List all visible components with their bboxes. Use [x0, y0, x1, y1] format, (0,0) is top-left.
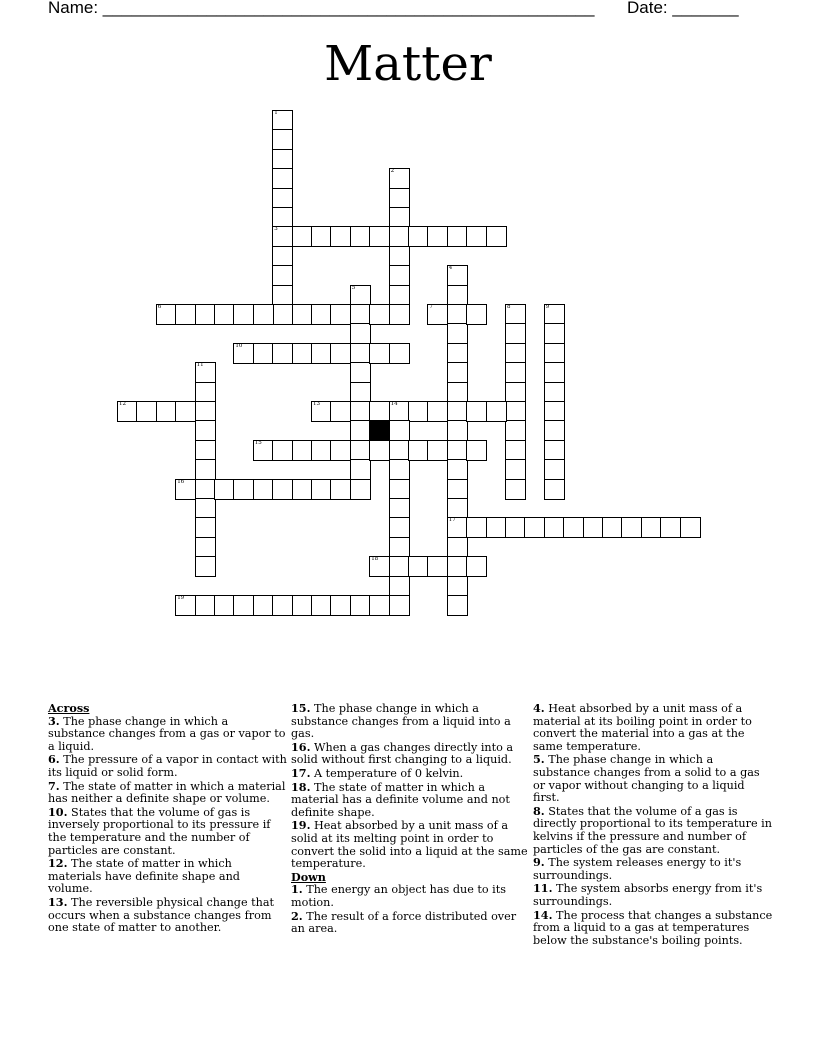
crossword-cell[interactable]: [369, 595, 390, 616]
blocked-cell: [369, 420, 390, 441]
crossword-cell[interactable]: [330, 226, 351, 247]
crossword-cell[interactable]: [389, 285, 410, 306]
crossword-cell[interactable]: [544, 401, 565, 422]
crossword-cell[interactable]: [350, 285, 371, 306]
crossword-cell[interactable]: [272, 304, 293, 325]
clue-down-14: 14. The process that changes a substance from a liquid to a gas at temperatures below the substance's boiling points.: [533, 907, 773, 947]
crossword-cell[interactable]: [660, 517, 681, 538]
crossword-cell[interactable]: [272, 129, 293, 150]
crossword-cell[interactable]: [544, 420, 565, 441]
crossword-cell[interactable]: [311, 401, 332, 422]
crossword-cell[interactable]: [621, 517, 642, 538]
crossword-cell[interactable]: [389, 265, 410, 286]
crossword-cell[interactable]: [272, 188, 293, 209]
clue-down-8: 8. States that the volume of a gas is directly proportional to its temperature in kelvins if the pressure and number of particles of the gas are constant.: [533, 803, 772, 856]
down-heading: Down: [291, 869, 326, 884]
crossword-cell[interactable]: [195, 459, 216, 480]
crossword-cell[interactable]: [195, 420, 216, 441]
crossword-cell[interactable]: [292, 304, 313, 325]
crossword-cell[interactable]: [389, 517, 410, 538]
crossword-cell[interactable]: [505, 517, 526, 538]
clue-number: 16: [177, 478, 185, 485]
crossword-cell[interactable]: [272, 207, 293, 228]
clue-column-2: [291, 702, 531, 936]
clue-across-12: 12. The state of matter in which materials have definite shape and volume.: [48, 856, 240, 896]
crossword-cell[interactable]: [350, 382, 371, 403]
crossword-cell[interactable]: [253, 343, 274, 364]
crossword-cell[interactable]: [389, 226, 410, 247]
crossword-cell[interactable]: [350, 304, 371, 325]
crossword-cell[interactable]: [505, 382, 526, 403]
crossword-cell[interactable]: [505, 420, 526, 441]
clue-across-15: 15. The phase change in which a substance changes from a liquid into a gas.: [291, 701, 511, 741]
crossword-cell[interactable]: [505, 479, 526, 500]
crossword-cell[interactable]: [369, 304, 390, 325]
crossword-cell[interactable]: [272, 246, 293, 267]
crossword-cell[interactable]: [330, 343, 351, 364]
crossword-cell[interactable]: [389, 440, 410, 461]
crossword-cell[interactable]: [330, 440, 351, 461]
crossword-cell[interactable]: [156, 304, 177, 325]
crossword-cell[interactable]: [350, 420, 371, 441]
clue-across-7: 7. The state of matter in which a material has neither a definite shape or volume.: [48, 778, 286, 806]
crossword-cell[interactable]: [369, 226, 390, 247]
crossword-cell[interactable]: [389, 420, 410, 441]
crossword-cell[interactable]: [253, 479, 274, 500]
crossword-cell[interactable]: [272, 110, 293, 131]
crossword-cell[interactable]: [175, 401, 196, 422]
crossword-cell[interactable]: [292, 343, 313, 364]
crossword-cell[interactable]: [466, 401, 487, 422]
crossword-cell[interactable]: [350, 479, 371, 500]
crossword-cell[interactable]: [544, 459, 565, 480]
crossword-cell[interactable]: [350, 459, 371, 480]
clue-number: 4: [448, 265, 453, 272]
clue-number: 2: [390, 168, 395, 175]
clue-number: 15: [254, 439, 262, 446]
crossword-cell[interactable]: [389, 595, 410, 616]
crossword-cell[interactable]: [544, 362, 565, 383]
crossword-cell[interactable]: [272, 479, 293, 500]
crossword-cell[interactable]: [544, 440, 565, 461]
crossword-cell[interactable]: [583, 517, 604, 538]
clue-down-1: 1. The energy an object has due to its motion.: [291, 882, 506, 909]
clue-number: 8: [507, 304, 511, 310]
crossword-cell[interactable]: [466, 226, 487, 247]
crossword-cell[interactable]: [253, 304, 274, 325]
crossword-cell[interactable]: [466, 440, 487, 461]
page-title: Matter: [324, 36, 492, 92]
crossword-cell[interactable]: [486, 226, 507, 247]
crossword-cell[interactable]: [233, 304, 254, 325]
crossword-cell[interactable]: [447, 343, 468, 364]
crossword-cell[interactable]: [505, 459, 526, 480]
clue-number: 3: [274, 226, 278, 233]
crossword-cell[interactable]: [389, 459, 410, 480]
crossword-cell[interactable]: [292, 479, 313, 500]
crossword-cell[interactable]: [330, 479, 351, 500]
crossword-cell[interactable]: [311, 440, 332, 461]
crossword-cell[interactable]: [505, 343, 526, 364]
crossword-cell[interactable]: [195, 517, 216, 538]
crossword-cell[interactable]: [350, 595, 371, 616]
crossword-cell[interactable]: [427, 440, 448, 461]
crossword-cell[interactable]: [680, 517, 701, 538]
crossword-cell[interactable]: [447, 420, 468, 441]
crossword-cell[interactable]: [389, 401, 410, 422]
crossword-cell[interactable]: [195, 479, 216, 500]
clue-number: 1: [274, 110, 278, 116]
clue-across-16: 16. When a gas changes directly into a solid without first changing to a liquid.: [291, 739, 514, 767]
crossword-cell[interactable]: [427, 401, 448, 422]
crossword-cell[interactable]: [389, 556, 410, 577]
crossword-cell[interactable]: [311, 479, 332, 500]
name-field[interactable]: Name: ____________________________________________________: [48, 0, 595, 17]
crossword-cell[interactable]: [195, 304, 216, 325]
crossword-cell[interactable]: [350, 440, 371, 461]
crossword-cell[interactable]: [389, 343, 410, 364]
crossword-cell[interactable]: [505, 304, 526, 325]
crossword-cell[interactable]: [195, 498, 216, 519]
crossword-cell[interactable]: [447, 440, 468, 461]
clue-number: 12: [119, 401, 126, 407]
crossword-cell[interactable]: [214, 304, 235, 325]
crossword-cell[interactable]: [311, 226, 332, 247]
clue-column-1: [48, 702, 288, 935]
date-field[interactable]: Date: _______: [627, 0, 739, 17]
crossword-cell[interactable]: [272, 265, 293, 286]
clue-number: 9: [545, 304, 550, 310]
crossword-cell[interactable]: [563, 517, 584, 538]
crossword-cell[interactable]: [505, 440, 526, 461]
crossword-cell[interactable]: [544, 304, 565, 325]
crossword-cell[interactable]: [505, 323, 526, 344]
clue-column-3: [533, 702, 773, 947]
crossword-cell[interactable]: [466, 517, 487, 538]
crossword-cell[interactable]: [544, 517, 565, 538]
crossword-cell[interactable]: [447, 556, 468, 577]
crossword-cell[interactable]: [195, 440, 216, 461]
crossword-cell[interactable]: [195, 537, 216, 558]
crossword-cell[interactable]: [544, 382, 565, 403]
crossword-cell[interactable]: [195, 556, 216, 577]
crossword-cell[interactable]: [195, 401, 216, 422]
crossword-cell[interactable]: [272, 285, 293, 306]
clue-number: 14: [390, 401, 398, 407]
crossword-cell[interactable]: [466, 304, 487, 325]
crossword-cell[interactable]: [544, 343, 565, 364]
crossword-cell[interactable]: [641, 517, 662, 538]
clue-across-18: 18. The state of matter in which a material has a definite volume and not definite shape.: [291, 779, 510, 819]
crossword-cell[interactable]: [447, 401, 468, 422]
crossword-cell[interactable]: [272, 343, 293, 364]
crossword-cell[interactable]: [389, 576, 410, 597]
crossword-cell[interactable]: [389, 207, 410, 228]
crossword-cell[interactable]: [175, 595, 196, 616]
clue-across-17: 17. A temperature of 0 kelvin.: [291, 765, 464, 780]
crossword-cell[interactable]: [195, 362, 216, 383]
crossword-cell[interactable]: [272, 149, 293, 170]
across-heading: Across: [48, 701, 90, 715]
crossword-cell[interactable]: [389, 168, 410, 189]
crossword-cell[interactable]: [214, 595, 235, 616]
crossword-cell[interactable]: [544, 323, 565, 344]
crossword-cell[interactable]: [330, 304, 351, 325]
clue-across-13: 13. The reversible physical change that occurs when a substance changes from one state of matter to another.: [48, 894, 274, 935]
crossword-cell[interactable]: [505, 362, 526, 383]
crossword-cell[interactable]: [447, 323, 468, 344]
crossword-cell[interactable]: [330, 595, 351, 616]
crossword-cell[interactable]: [408, 401, 429, 422]
clue-down-5: 5. The phase change in which a substance changes from a solid to a gas or vapor without changing to a liquid first.: [533, 752, 760, 805]
crossword-cell[interactable]: [272, 440, 293, 461]
crossword-cell[interactable]: [369, 401, 390, 422]
crossword-cell[interactable]: [408, 440, 429, 461]
clue-number: 6: [157, 304, 162, 310]
crossword-cell[interactable]: [311, 595, 332, 616]
crossword-cell[interactable]: [292, 595, 313, 616]
clue-across-10: 10. States that the volume of gas is inversely proportional to its pressure if the temperature and the number of particles are constant.: [48, 804, 271, 857]
crossword-cell[interactable]: [447, 265, 468, 286]
crossword-cell[interactable]: [350, 343, 371, 364]
crossword-cell[interactable]: [486, 517, 507, 538]
crossword-cell[interactable]: [253, 595, 274, 616]
clue-number: 7: [429, 304, 433, 310]
crossword-cell[interactable]: [389, 304, 410, 325]
crossword-cell[interactable]: [389, 498, 410, 519]
crossword-cell[interactable]: [389, 188, 410, 209]
crossword-cell[interactable]: [117, 401, 138, 422]
crossword-cell[interactable]: [272, 226, 293, 247]
crossword-cell[interactable]: [272, 168, 293, 189]
crossword-cell[interactable]: [544, 479, 565, 500]
crossword-cell[interactable]: [214, 479, 235, 500]
crossword-cell[interactable]: [447, 285, 468, 306]
crossword-cell[interactable]: [408, 226, 429, 247]
crossword-cell[interactable]: [427, 304, 448, 325]
crossword-cell[interactable]: [350, 323, 371, 344]
crossword-cell[interactable]: [233, 343, 254, 364]
crossword-cell[interactable]: [447, 537, 468, 558]
crossword-cell[interactable]: [447, 304, 468, 325]
crossword-cell[interactable]: [311, 304, 332, 325]
crossword-cell[interactable]: [350, 226, 371, 247]
clue-down-2: 2. The result of a force distributed over an area.: [291, 908, 517, 936]
crossword-cell[interactable]: [389, 537, 410, 558]
crossword-cell[interactable]: [136, 401, 157, 422]
crossword-cell[interactable]: [524, 517, 545, 538]
crossword-cell[interactable]: [350, 401, 371, 422]
crossword-cell[interactable]: [602, 517, 623, 538]
clue-number: 19: [177, 595, 185, 601]
crossword-cell[interactable]: [350, 362, 371, 383]
crossword-cell[interactable]: [427, 226, 448, 247]
clue-down-9: 9. The system releases energy to it's surroundings.: [533, 855, 742, 882]
crossword-cell[interactable]: [233, 479, 254, 500]
crossword-cell[interactable]: [447, 479, 468, 500]
crossword-cell[interactable]: [311, 343, 332, 364]
crossword-cell[interactable]: [447, 576, 468, 597]
clue-number: 5: [351, 284, 356, 291]
crossword-cell[interactable]: [292, 226, 313, 247]
crossword-cell[interactable]: [369, 440, 390, 461]
crossword-cell[interactable]: [253, 440, 274, 461]
crossword-cell[interactable]: [447, 459, 468, 480]
crossword-cell[interactable]: [447, 226, 468, 247]
crossword-cell[interactable]: [272, 595, 293, 616]
crossword-cell[interactable]: [486, 401, 507, 422]
clue-number: 17: [448, 517, 456, 524]
crossword-cell[interactable]: [389, 246, 410, 267]
crossword-cell[interactable]: [466, 556, 487, 577]
clue-across-6: 6. The pressure of a vapor in contact with its liquid or solid form.: [48, 752, 287, 779]
crossword-cell[interactable]: [447, 595, 468, 616]
clue-number: 11: [196, 362, 204, 369]
crossword-cell[interactable]: [447, 382, 468, 403]
crossword-cell[interactable]: [369, 343, 390, 364]
crossword-cell[interactable]: [195, 595, 216, 616]
crossword-cell[interactable]: [427, 556, 448, 577]
crossword-cell[interactable]: [175, 304, 196, 325]
clue-down-4: 4. Heat absorbed by a unit mass of a material at its boiling point in order to convert the material into a gas at the same temperature.: [533, 701, 752, 753]
crossword-cell[interactable]: [195, 382, 216, 403]
clue-across-19: 19. Heat absorbed by a unit mass of a solid at its melting point in order to convert the solid into a liquid at the same temperature.: [291, 818, 528, 871]
crossword-cell[interactable]: [369, 556, 390, 577]
crossword-cell[interactable]: [447, 517, 468, 538]
crossword-cell[interactable]: [175, 479, 196, 500]
clue-number: 13: [313, 401, 320, 407]
clue-down-11: 11. The system absorbs energy from it's surroundings.: [533, 881, 763, 908]
clue-number: 10: [235, 342, 243, 349]
crossword-cell[interactable]: [233, 595, 254, 616]
crossword-cell[interactable]: [330, 401, 351, 422]
crossword-cell[interactable]: [505, 401, 526, 422]
crossword-cell[interactable]: [408, 556, 429, 577]
clue-number: 18: [371, 556, 379, 563]
crossword-cell[interactable]: [447, 362, 468, 383]
crossword-cell[interactable]: [292, 440, 313, 461]
crossword-cell[interactable]: [389, 479, 410, 500]
clue-across-3: 3. The phase change in which a substance changes from a gas or vapor to a liquid.: [48, 713, 286, 753]
crossword-cell[interactable]: [156, 401, 177, 422]
crossword-cell[interactable]: [447, 498, 468, 519]
